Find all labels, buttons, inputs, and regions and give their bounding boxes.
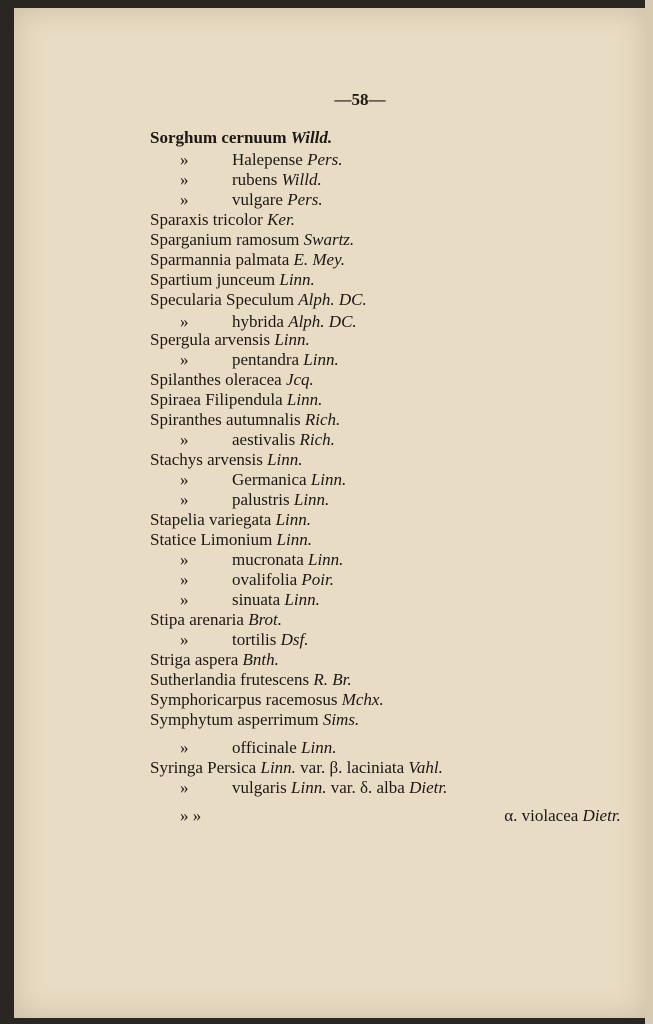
author-abbrev: Sims. [322,710,360,729]
list-item [180,806,621,826]
variety-author: Vahl. [408,758,443,777]
author-abbrev: Linn. [286,390,323,409]
ditto-mark: » [180,170,189,189]
species-name: rubens [232,170,278,189]
author-abbrev: Linn. [303,350,339,369]
ditto-mark: » [180,738,189,757]
list-item [150,610,282,630]
list-item [150,710,359,730]
author-abbrev: Rich. [304,410,341,429]
species-name: Sparaxis tricolor [150,210,263,229]
author-abbrev: Linn. [308,550,344,569]
ditto-mark: » [180,470,189,489]
species-name: Spiranthes autumnalis [150,410,301,429]
ditto-mark: » » [180,806,202,825]
species-name: palustris [232,490,290,509]
list-item [150,510,311,530]
species-name: Germanica [232,470,307,489]
species-name: hybrida [232,312,284,331]
author-abbrev: Linn. [279,270,315,289]
species-name: tortilis [232,630,277,649]
list-item [180,738,337,758]
ditto-mark: » [180,590,189,609]
species-name: Specularia Speculum [150,290,294,309]
list-item [180,312,357,332]
author-abbrev: Linn. [293,490,330,509]
author-abbrev: Ker. [267,210,295,229]
ditto-mark: » [180,778,189,797]
list-item [150,450,303,470]
author-abbrev: Linn. [301,738,337,757]
list-item [150,690,384,710]
species-name: Symphytum asperrimum [150,710,319,729]
list-item [150,210,295,230]
species-name: Syringa Persica [150,758,257,777]
list-item [150,670,352,690]
author-abbrev: Linn. [275,510,311,529]
species-name: sinuata [232,590,281,609]
species-name: Statice Limonium [150,530,273,549]
list-item [150,410,340,430]
species-name: officinale [232,738,297,757]
species-name: mucronata [232,550,304,569]
author-abbrev: Willd. [281,170,322,189]
species-name: Stapelia variegata [150,510,272,529]
author-abbrev: Swartz. [303,230,355,249]
species-name: Sparmannia palmata [150,250,290,269]
variety-author: Dietr. [582,806,621,825]
ditto-mark: » [180,312,189,331]
list-item [180,490,329,510]
species-name: aestivalis [232,430,296,449]
list-item [180,190,323,210]
list-item [180,150,342,170]
author-abbrev: Linn. [310,470,347,489]
list-item [150,128,332,148]
list-item [180,170,322,190]
author-abbrev: Mchx. [341,690,384,709]
list-item [150,250,345,270]
author-abbrev: Linn. [267,450,303,469]
variety-author: Dietr. [409,778,448,797]
author-abbrev: Brot. [248,610,283,629]
author-abbrev: Linn. [284,590,320,609]
author-abbrev: Willd. [290,128,333,147]
ditto-mark: » [180,570,189,589]
ditto-mark: » [180,190,189,209]
species-name: Stachys arvensis [150,450,263,469]
species-name: Spergula arvensis [150,330,271,349]
species-name: Spartium junceum [150,270,276,289]
ditto-mark: » [180,550,189,569]
species-name: Striga aspera [150,650,239,669]
ditto-mark: » [180,150,189,169]
list-item [180,430,335,450]
species-name: pentandra [232,350,300,369]
species-name: Stipa arenaria [150,610,244,629]
author-abbrev: R. Br. [313,670,352,689]
ditto-mark: » [180,430,189,449]
author-abbrev: Dsf. [280,630,309,649]
species-name: Sutherlandia frutescens [150,670,310,689]
species-name: Symphoricarpus racemosus [150,690,338,709]
author-abbrev: Alph. DC. [288,312,357,331]
variety-label: α. violacea [504,806,579,825]
author-abbrev: Linn. [276,530,312,549]
author-abbrev: Linn. [274,330,310,349]
variety-label: var. β. laciniata [300,758,405,777]
page-edge [645,0,653,1024]
list-item [180,570,334,590]
species-name: Halepense [232,150,303,169]
author-abbrev: Linn. [260,758,296,777]
list-item [180,350,339,370]
list-item [150,270,315,290]
species-name: Spiraea Filipendula [150,390,283,409]
list-item [180,630,309,650]
list-item [150,290,367,310]
author-abbrev: Pers. [287,190,323,209]
list-item [180,590,320,610]
list-item [150,330,310,350]
author-abbrev: Bnth. [242,650,279,669]
species-name: Sparganium ramosum [150,230,300,249]
species-name: vulgare [232,190,283,209]
species-name: Sorghum cernuum [150,128,287,147]
ditto-mark: » [180,630,189,649]
author-abbrev: Pers. [307,150,343,169]
list-item [150,650,279,670]
ditto-mark: » [180,350,189,369]
author-abbrev: E. Mey. [293,250,345,269]
author-abbrev: Rich. [299,430,335,449]
author-abbrev: Alph. DC. [298,290,367,309]
list-item [150,758,443,778]
species-name: ovalifolia [232,570,298,589]
page-number: —58— [334,90,386,109]
species-name: Spilanthes oleracea [150,370,282,389]
author-abbrev: Poir. [301,570,334,589]
ditto-mark: » [180,490,189,509]
variety-label: var. δ. alba [330,778,405,797]
list-item [180,550,343,570]
list-item [150,230,354,250]
list-item [150,530,312,550]
list-item [180,470,346,490]
list-item [180,778,447,798]
species-name: vulgaris [232,778,287,797]
list-item [150,370,314,390]
author-abbrev: Linn. [291,778,327,797]
author-abbrev: Jcq. [285,370,314,389]
list-item [150,390,322,410]
